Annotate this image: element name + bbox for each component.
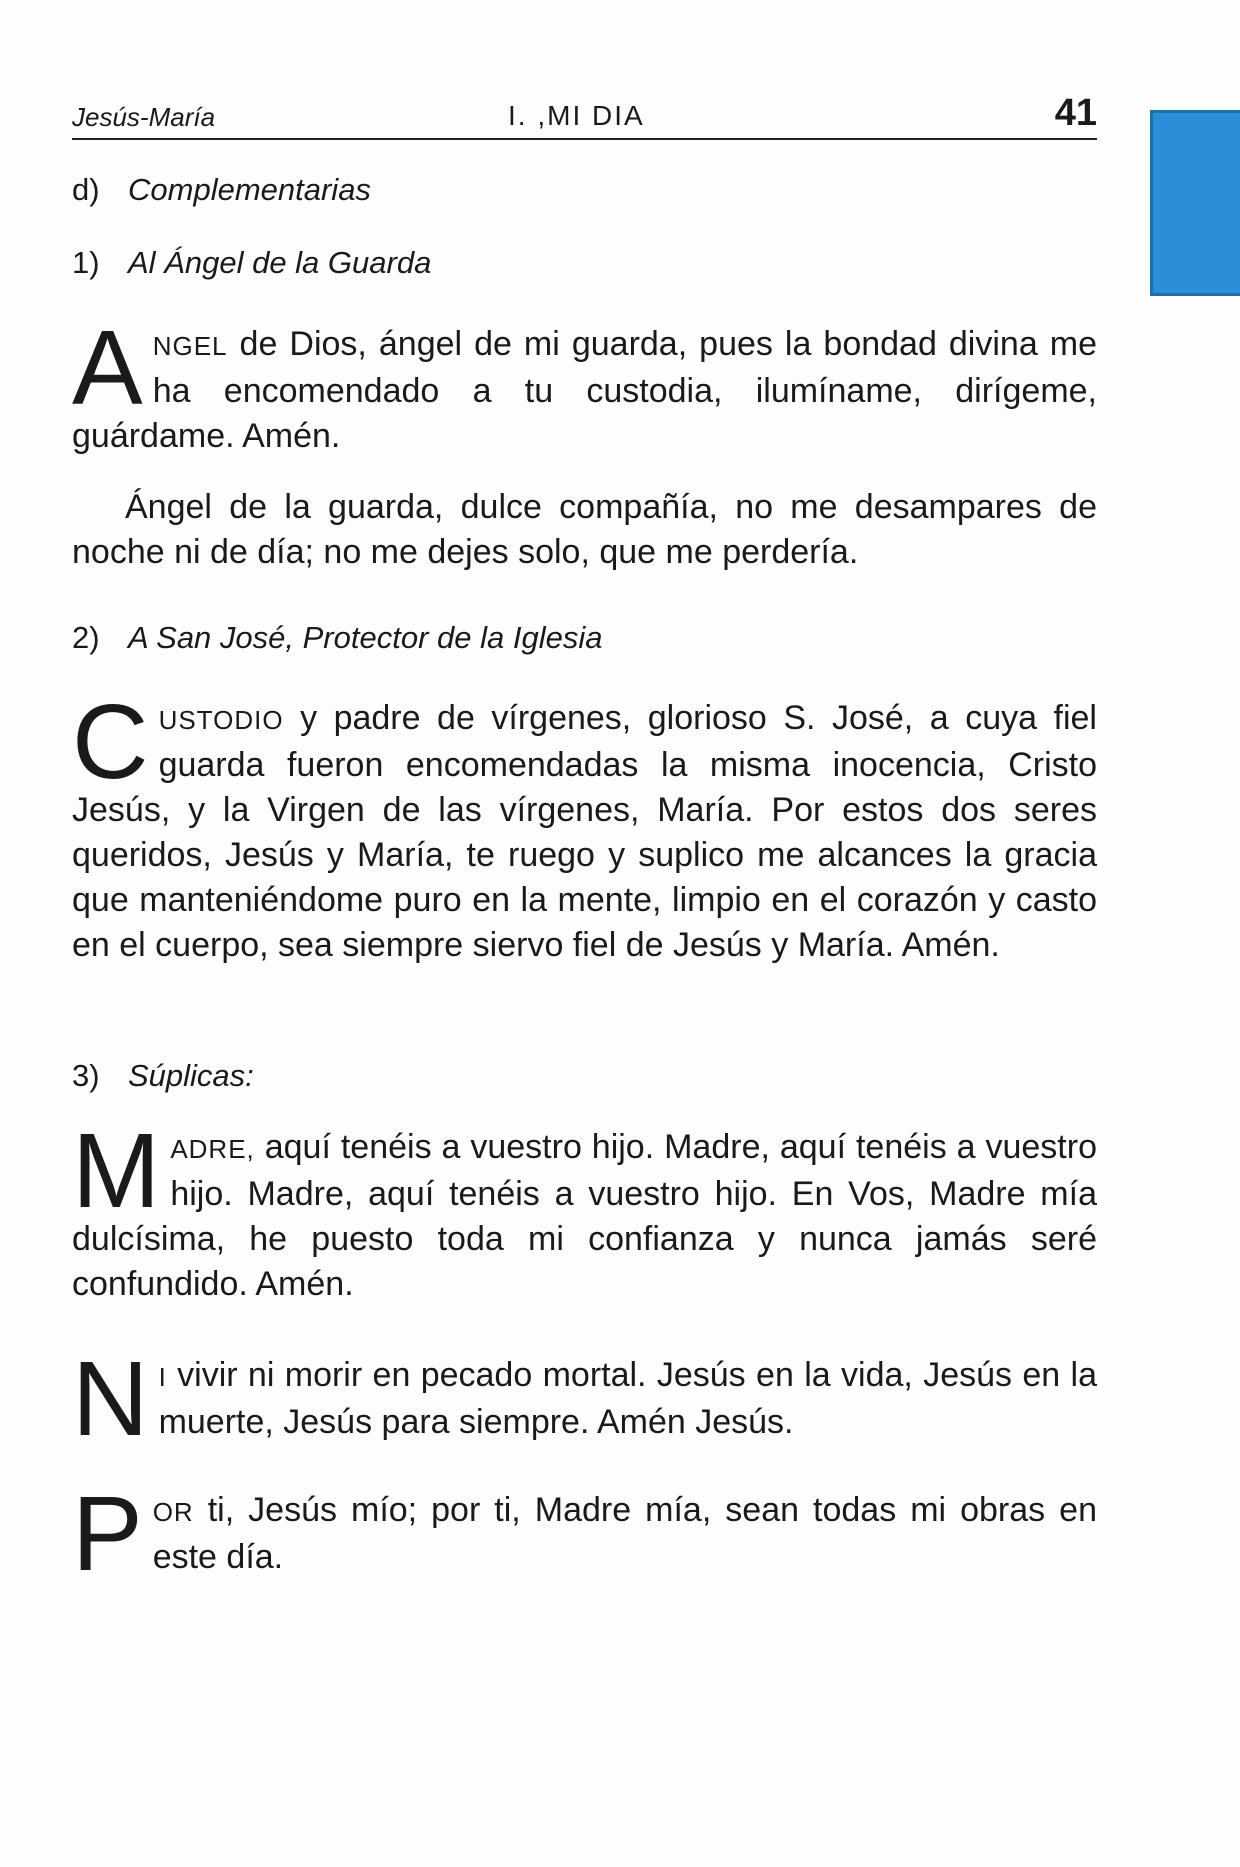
drop-cap: N (72, 1340, 149, 1458)
section-title: Al Ángel de la Guarda (128, 245, 432, 280)
section-number: d) (72, 172, 100, 207)
paragraph-text: de Dios, ángel de mi guarda, pues la bondad divina me ha encomendado a tu custodia, ilumíname, dirígeme, guárdame. Amén. (72, 325, 1097, 455)
section-heading-3 (72, 1058, 254, 1094)
small-caps-lead: ADRE, (170, 1134, 255, 1164)
small-caps-lead: OR (152, 1497, 194, 1527)
prayer-ni-vivir (72, 1340, 1097, 1458)
header-title: Jesús-María (72, 102, 216, 132)
drop-cap: C (72, 683, 149, 801)
running-header (72, 92, 1097, 140)
header-chapter: I. ,MI DIA (508, 100, 645, 131)
drop-cap: M (72, 1112, 161, 1230)
section-heading-d (72, 172, 371, 208)
paragraph-text: ti, Jesús mío; por ti, Madre mía, sean todas mi obras en este día. (152, 1491, 1097, 1576)
prayer-por-ti (72, 1475, 1097, 1593)
page-number: 41 (1054, 92, 1097, 134)
paragraph-text: y padre de vírgenes, glorioso S. José, a cuya fiel guarda fueron encomendadas la misma inocencia, Cristo Jesús, y la Virgen de las vírgenes, María. Por estos dos seres queridos, Jesús y María, te ruego y suplico me alcances la gracia que manteniéndome puro en la mente, limpio en el corazón y casto en el cuerpo, sea siempre siervo fiel de Jesús y María. Amén. (72, 699, 1097, 964)
section-title: Súplicas: (128, 1058, 254, 1093)
drop-cap: P (72, 1475, 143, 1593)
paragraph-text: Ángel de la guarda, dulce compañía, no me desampares de noche ni de día; no me dejes solo, que me perdería. (72, 488, 1097, 571)
small-caps-lead: I (158, 1362, 167, 1392)
section-number: 2) (72, 620, 100, 655)
drop-cap: A (72, 309, 143, 427)
prayer-madre (72, 1112, 1097, 1307)
paragraph-text: vivir ni morir en pecado mortal. Jesús en la vida, Jesús en la muerte, Jesús para siempre. Amén Jesús. (158, 1356, 1097, 1441)
prayer-angel-2 (72, 485, 1097, 575)
section-number: 1) (72, 245, 100, 280)
section-title: Complementarias (128, 172, 371, 207)
section-heading-2 (72, 620, 602, 656)
section-heading-1 (72, 245, 431, 281)
paragraph-text: aquí tenéis a vuestro hijo. Madre, aquí tenéis a vuestro hijo. Madre, aquí tenéis a vuestro hijo. En Vos, Madre mía dulcísima, he puesto toda mi confianza y nunca jamás seré confundido. Amén. (72, 1128, 1097, 1303)
section-number: 3) (72, 1058, 100, 1093)
small-caps-lead: USTODIO (158, 705, 284, 735)
section-title: A San José, Protector de la Iglesia (128, 620, 603, 655)
prayer-san-jose (72, 683, 1097, 968)
book-page (72, 0, 1097, 1867)
small-caps-lead: NGEL (152, 331, 228, 361)
prayer-angel-1 (72, 309, 1097, 459)
thumb-index-tab (1150, 110, 1240, 296)
